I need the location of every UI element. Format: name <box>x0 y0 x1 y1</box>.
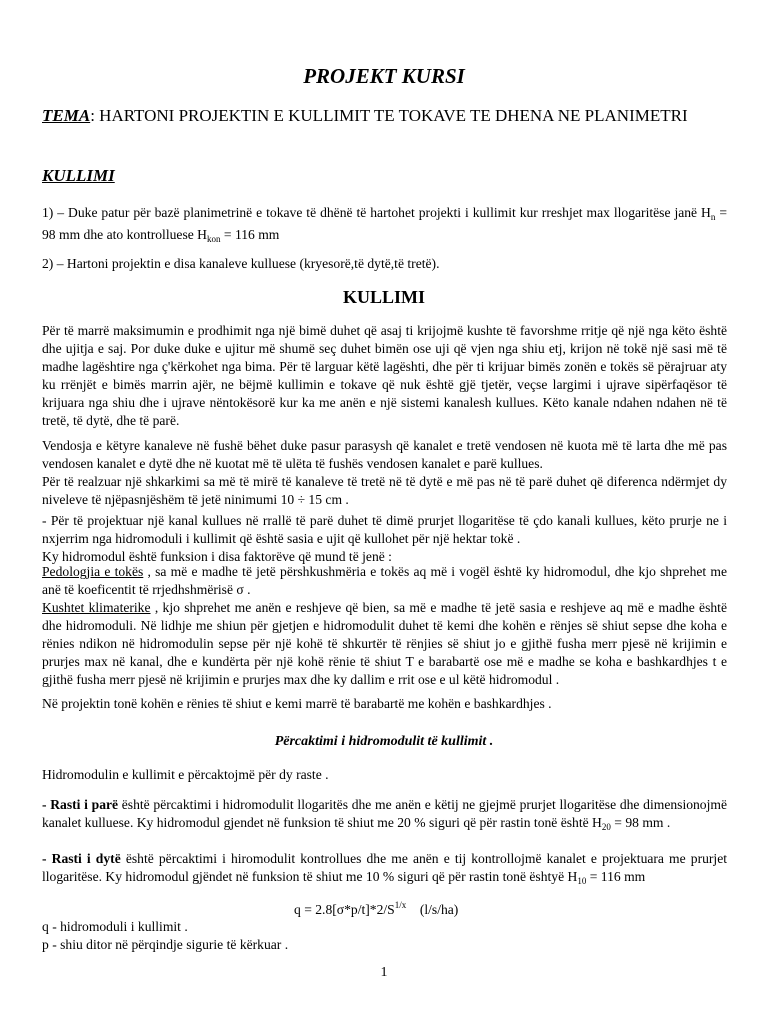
paragraph-factors-intro: Ky hidromodul është funksion i disa faktorëve që mund të jenë : <box>42 549 392 564</box>
document-title: PROJEKT KURSI <box>303 64 465 88</box>
task-item-1-text-c: = 116 mm <box>220 227 280 242</box>
case-first-text: është përcaktimi i hidromodulit llogaritës dhe me anën e këtij ne gjejmë prurjet llogaritëse dhe dimensionojmë kanalet kulluese. Ky hidromodul gjendet në funksion të shiut me 20 % siguri që për rastin tonë është H <box>42 797 727 830</box>
hydromodule-formula <box>294 900 458 918</box>
topic-line <box>42 106 702 126</box>
task-item-1-sub-a: n <box>710 212 716 222</box>
case-second <box>42 850 727 890</box>
definition-q: q - hidromoduli i kullimit . <box>42 919 188 934</box>
task-item-1-text-b: = 98 mm dhe ato kontrolluese H <box>42 205 727 242</box>
paragraph-rain-duration: Në projektin tonë kohën e rënies të shiut e kemi marrë të barabartë me kohën e bashkardhjes . <box>42 696 552 711</box>
case-first-text-end: = 98 mm . <box>610 815 671 830</box>
section-heading-kullimi-main: KULLIMI <box>342 287 425 307</box>
page-number: 1 <box>380 965 388 980</box>
case-first-label: - Rasti i parë <box>42 797 119 812</box>
case-second-sub: 10 <box>577 876 587 886</box>
definition-p: p - shiu ditor në përqindje sigurie të kërkuar . <box>42 937 289 952</box>
factor-pedology <box>42 563 727 599</box>
paragraph-design-flow: - Për të projektuar një kanal kullues në rrallë të parë duhet të dimë prurjet llogaritëse të çdo kanali kullues, këto prurje ne i nxjerrim nga hidromoduli i kullimit që është sasia e ujit që kullohet për një hektar tokë . <box>42 513 727 546</box>
paragraph-placement: Vendosja e këtyre kanaleve në fushë bëhet duke pasur parasysh që kanalet e tretë vendosen në kuota më të larta dhe më pas vendosen kanalet e dytë dhe në kuotat më të ulëta të fushës vendosen kanalet e parë kullues. <box>42 438 727 471</box>
task-item-1 <box>42 204 727 248</box>
section-heading-hydromodule: Përcaktimi i hidromodulit të kullimit . <box>274 734 494 749</box>
formula-units: (l/s/ha) <box>406 902 459 917</box>
paragraph-intro: Për të marrë maksimumin e prodhimit nga një bimë duhet që asaj ti krijojmë kushte të favorshme rritje që një nga këto është dhe ujitja e saj. Por duke duke e ujitur më shumë seç duhet bimën ose uji që vjen nga shiu etj, krijon në tokë një sasi më të madhe lagështire nga ç'kërkohet nga bima. Për të larguar këtë lagështi, dhe për ti krijuar bimës zonën e tokës së përajruar aty ku rrënjët e bimës marrin ajër, ne bëjmë kullimin e tokave që nuk është gjë tjetër, veçse largimi i ujrave sipërfaqësor të krijuara nga shiu dhe i ujrave nëntokësorë kur ka me anën e një sistemi kanalesh kullues. Këto kanale ndahen ndahen në të tretë, të dytë, dhe të parë. <box>42 323 727 428</box>
case-second-label: - Rasti i dytë <box>42 851 121 866</box>
formula-exponent: 1/x <box>394 900 407 910</box>
factor-climate-label: Kushtet klimaterike <box>42 600 151 615</box>
paragraph-two-cases: Hidromodulin e kullimit e përcaktojmë për dy raste . <box>42 767 329 782</box>
factor-pedology-label: Pedologjia e tokës <box>42 564 144 579</box>
task-item-2: 2) – Hartoni projektin e disa kanaleve kulluese (kryesorë,të dytë,të tretë). <box>42 256 440 271</box>
factor-climate <box>42 599 727 689</box>
case-second-text-end: = 116 mm <box>586 869 646 884</box>
case-first <box>42 796 727 836</box>
task-item-1-text-a: 1) – Duke patur për bazë planimetrinë e tokave të dhënë të hartohet projekti i kullimit kur rreshjet max llogaritëse janë H <box>42 205 711 220</box>
task-item-1-sub-b: kon <box>206 234 221 244</box>
factor-pedology-text: , sa më e madhe të jetë përshkushmëria e tokës aq më i vogël është ky hidromodul, dhe kjo shprehet me anë të koeficentit të rrjedhshmërisë σ . <box>42 564 727 597</box>
case-second-text: është përcaktimi i hiromodulit kontrollues dhe me anën e tij kontrollojmë kanalet e projektuara me prurjet llogaritëse. Ky hidromodul gjëndet në funksion të shiut me 10 % siguri që për rastin tonë ështyë H <box>42 851 728 884</box>
case-first-sub: 20 <box>601 822 611 832</box>
formula-main: q = 2.8[σ*p/t]*2/S <box>294 902 395 917</box>
topic-text: : HARTONI PROJEKTIN E KULLIMIT TE TOKAVE TE DHENA NE PLANIMETRI <box>90 106 688 125</box>
section-heading-kullimi: KULLIMI <box>42 166 115 185</box>
topic-label: TEMA <box>42 106 91 125</box>
paragraph-discharge: Për të realzuar një shkarkimi sa më të mirë të kanaleve të tretë në të dytë e më pas në të parë duhet që diferenca ndërmjet dy niveleve të njëpasnjëshëm të jetë ninimumi 10 ÷ 15 cm . <box>42 474 727 507</box>
factor-climate-text: , kjo shprehet me anën e reshjeve që bien, sa më e madhe të jetë sasia e reshjeve aq më e madhe është dhe hidromoduli. Në lidhje me shiun për gjetjen e hidromodulit duhet të kemi dhe kohën e rënjes së shiut sepse dhe koha e rënies ndikon në hidromodulin sepse për një kohë të shkurtër të rënjies së shiut jo e gjithë fusha merr pjesë në krijimin e prurjes max në kanal, dhe e kundërta për një kohë rënie të shiut T e barabartë ose më e madhe se koha e bashkardhjes t e gjithë fusha merr pjesë në krijimin e prurjes max dhe ky dallim e rrit ose e ul këtë hidromodul . <box>42 600 727 687</box>
